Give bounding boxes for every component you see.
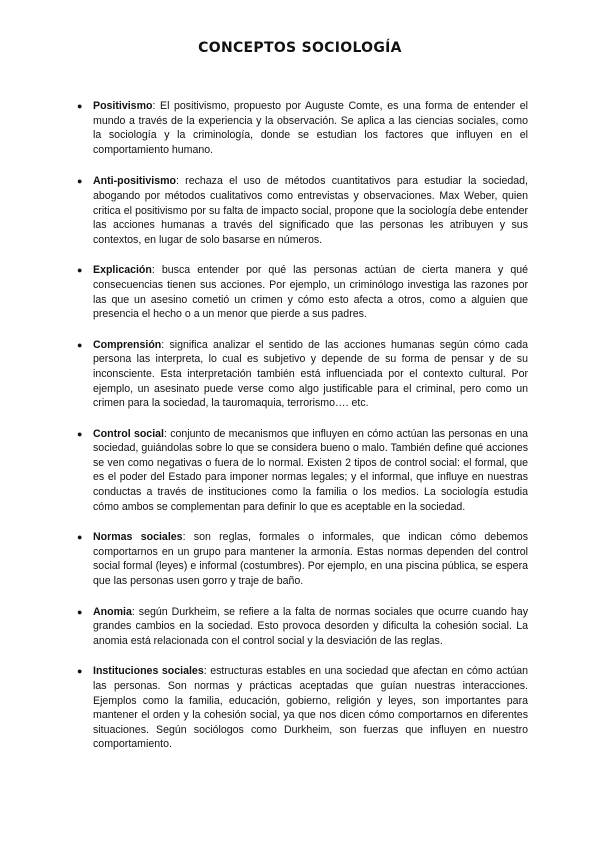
list-item-instituciones-sociales <box>75 664 528 752</box>
list-item-comprension <box>75 338 528 411</box>
term-label: Normas sociales <box>93 531 183 544</box>
term-label: Anti-positivismo <box>93 175 176 188</box>
list-item-normas-sociales <box>75 530 528 588</box>
term-label: Anomia <box>93 605 132 618</box>
term-definition: : busca entender por qué las personas actúan de cierta manera y qué consecuencias tienen sus acciones. Por ejemplo, un criminólogo investiga las razones por las que un asesino cometió un crimen y cómo esto afecta a otros, como a alguien que presencia el hecho o a un menor que pierde a sus padres. <box>93 264 528 321</box>
term-label: Explicación <box>93 264 152 277</box>
term-label: Positivismo <box>93 100 153 112</box>
term-definition: : rechaza el uso de métodos cuantitativos para estudiar la sociedad, abogando por métodos cualitativos como entrevistas y observaciones. Max Weber, quien critica el positivismo por su falta de impacto social, propone que la sociología debe entender las acciones humanas a través del significado que las personas les atribuyen y sus contextos, en lugar de solo basarse en números. <box>93 175 528 246</box>
term-definition: : conjunto de mecanismos que influyen en cómo actúan las personas en una sociedad, guiándolas sobre lo que se considera bueno o malo. También define qué acciones se ven como negativas o fuera de lo normal. Existen 2 tipos de control social: el formal, que es el poder del Estado para imponer normas legales; y el informal, que influye en nuestras conductas a través de instituciones como la familia o los medios. La sociología estudia cómo ambos se complementan para definir lo que es aceptable en la sociedad. <box>93 427 528 513</box>
bullet-icon: ● <box>77 101 83 111</box>
term-label: Instituciones sociales <box>93 665 204 678</box>
bullet-icon: ● <box>77 606 83 617</box>
bullet-icon: ● <box>77 265 83 276</box>
term-label: Control social <box>93 427 164 440</box>
list-item-positivismo <box>75 99 528 157</box>
list-item-explicacion <box>75 263 528 321</box>
bullet-icon: ● <box>77 339 83 350</box>
bullet-icon: ● <box>77 428 83 439</box>
bullet-icon: ● <box>77 532 83 543</box>
term-definition: : significa analizar el sentido de las acciones humanas según cómo cada persona las interpreta, lo cual es subjetivo y depende de su forma de pensar y de su inconsciente. Esta interpretación también está influenciada por el contexto cultural. Por ejemplo, un asesinato puede verse como algo justificable para el criminal, pero como un crimen para la sociedad, la tauromaquia, terrorismo…. etc. <box>93 338 528 410</box>
concept-list <box>75 99 528 752</box>
term-definition: : según Durkheim, se refiere a la falta de normas sociales que ocurre cuando hay grandes cambios en la sociedad. Esto provoca desorden y dificulta la cohesión social. La anomia está relacionada con el control social y la desviación de las reglas. <box>93 605 528 647</box>
page-title: CONCEPTOS SOCIOLOGÍA <box>198 40 402 56</box>
bullet-icon: ● <box>77 176 83 187</box>
bullet-icon: ● <box>77 666 83 677</box>
term-definition: : estructuras estables en una sociedad que afectan en cómo actúan las personas. Son normas y prácticas aceptadas que guían nuestras interacciones. Ejemplos como la familia, educación, gobierno, religión y leyes, son importantes para mantener el orden y la cohesión social, ya que nos dicen cómo comportarnos en diferentes situaciones. Según sociólogos como Durkheim, son fuerzas que influyen en nuestro comportamiento. <box>93 665 528 751</box>
term-definition: : son reglas, formales o informales, que indican cómo debemos comportarnos en un grupo para mantener la armonía. Estas normas dependen del control social formal (leyes) e informal (costumbres). Por ejemplo, en una piscina pública, se espera que las personas usen gorro y traje de baño. <box>93 531 528 588</box>
term-label: Comprensión <box>93 338 162 351</box>
list-item-control-social <box>75 427 528 515</box>
list-item-anomia <box>75 605 528 649</box>
term-definition: : El positivismo, propuesto por Auguste Comte, es una forma de entender el mundo a través de la experiencia y la observación. Se aplica a las ciencias sociales, como la sociología y la criminología, donde se estudian los factores que influyen en el comportamiento humano. <box>93 100 528 156</box>
list-item-anti-positivismo <box>75 174 528 247</box>
